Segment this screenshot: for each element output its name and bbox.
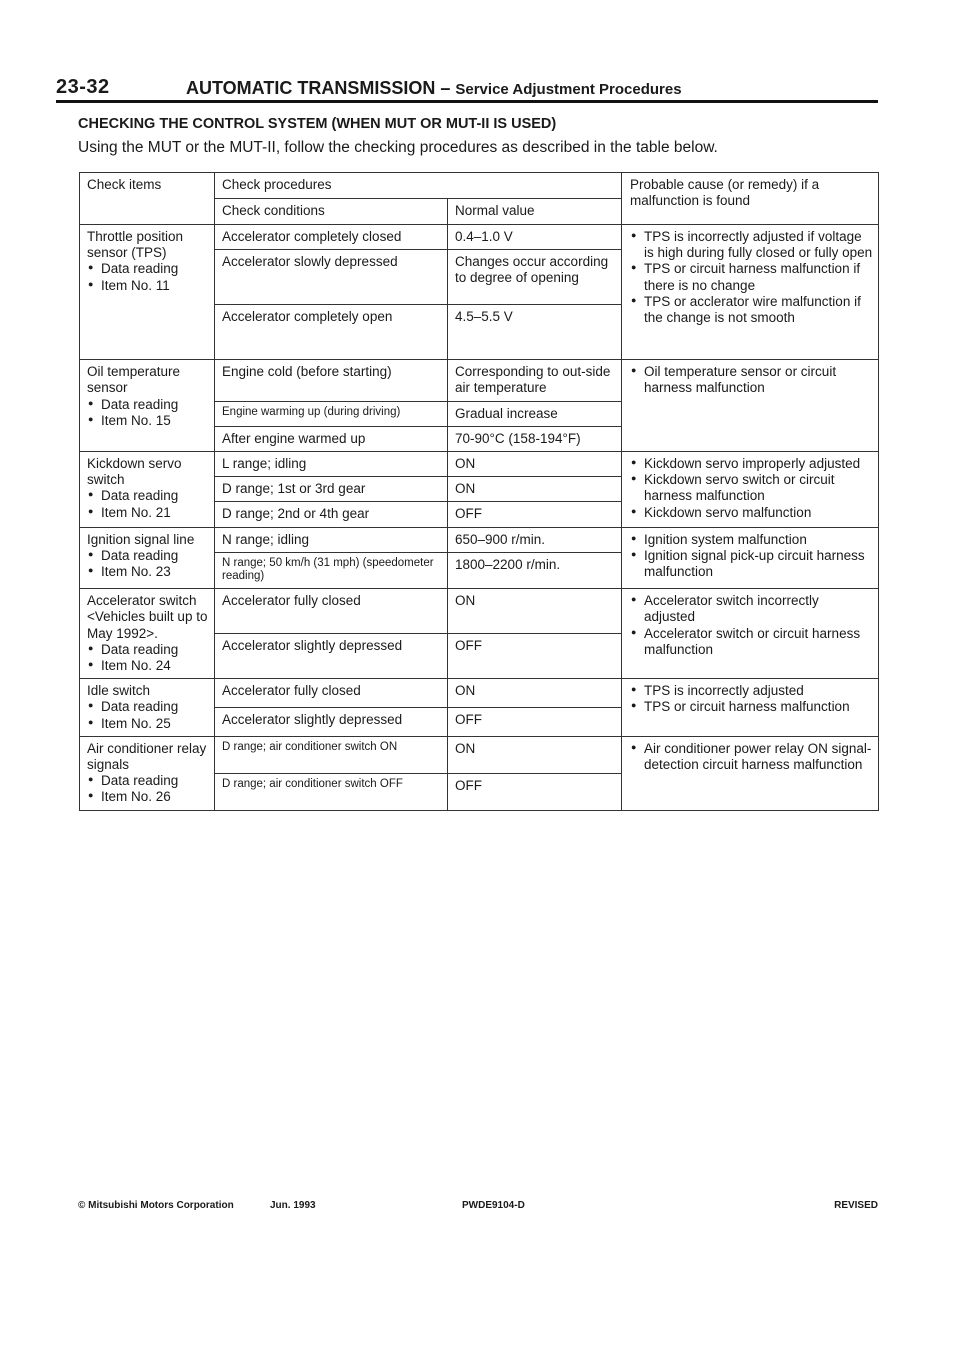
header-rule [56,100,878,103]
probable-cause-cell [622,679,879,737]
probable-cause-cell [622,527,879,589]
probable-cause-cell [622,360,879,452]
probable-cause-item: ● Kickdown servo switch or circuit harness malfunction [630,472,873,504]
check-item-name: Air conditioner relay signals [87,740,207,772]
check-condition: Accelerator completely open [215,305,448,360]
check-item-bullet: ● Item No. 21 [87,505,209,521]
check-table [79,172,879,811]
check-item-name: Throttle position sensor (TPS) [87,229,184,261]
check-condition: D range; air conditioner switch ON [215,736,448,773]
check-item-bullets [87,548,209,580]
probable-cause-cell [622,736,879,810]
probable-cause-item: ● TPS is incorrectly adjusted [630,683,873,699]
probable-cause-item: ● Ignition system malfunction [630,532,873,548]
check-item-bullet: ● Item No. 23 [87,564,209,580]
normal-value: 70-90°C (158-194°F) [448,426,622,451]
normal-value: OFF [448,634,622,679]
probable-cause-cell [622,451,879,527]
header-check-items: Check items [80,173,215,225]
check-condition: D range; 1st or 3rd gear [215,477,448,502]
header-normal-value: Normal value [448,199,622,225]
normal-value: Corresponding to out-side air temperature [448,360,622,401]
header-probable-cause: Probable cause (or remedy) if a malfunction is found [622,173,879,225]
check-item-cell [80,225,215,360]
check-item-name: Kickdown servo switch [87,455,182,488]
probable-cause-item: ● TPS or circuit harness malfunction [630,699,873,715]
probable-cause-list [630,229,873,326]
normal-value: 1800–2200 r/min. [448,552,622,589]
check-condition: N range; 50 km/h (31 mph) (speedometer reading) [215,552,448,589]
normal-value: OFF [448,502,622,527]
check-item-bullet: ● Data reading [87,642,209,658]
check-condition: N range; idling [215,527,448,552]
footer-date: Jun. 1993 [270,1200,316,1211]
probable-cause-item: ● Accelerator switch or circuit harness malfunction [630,626,873,658]
probable-cause-list [630,364,873,396]
table-row [80,527,879,552]
normal-value: OFF [448,773,622,810]
check-condition: Accelerator slowly depressed [215,250,448,305]
footer-copyright: © Mitsubishi Motors Corporation [78,1200,234,1211]
intro-text: Using the MUT or the MUT-II, follow the checking procedures as described in the table below. [78,139,718,156]
check-item-bullet: ● Data reading [87,548,209,564]
check-item-bullets [87,642,209,674]
check-item-name: Accelerator switch <Vehicles built up to May 1992>. [87,593,208,641]
check-item-bullet: ● Data reading [87,773,209,789]
header-check-procedures: Check procedures [215,173,622,199]
check-condition: After engine warmed up [215,426,448,451]
normal-value: ON [448,451,622,476]
check-item-bullet: ● Data reading [87,397,209,413]
page-header [56,76,878,102]
probable-cause-list [630,741,873,773]
probable-cause-list [630,593,873,658]
probable-cause-item: ● Oil temperature sensor or circuit harness malfunction [630,364,873,396]
subchapter-title: Service Adjustment Procedures [455,81,682,98]
check-condition: Accelerator slightly depressed [215,708,448,737]
check-item-bullets [87,699,209,731]
check-item-bullet: ● Data reading [87,488,209,504]
title-separator: – [440,78,451,98]
probable-cause-item: ● Accelerator switch incorrectly adjusted [630,593,873,625]
section-title: CHECKING THE CONTROL SYSTEM (WHEN MUT OR MUT-II IS USED) [78,116,557,132]
check-item-bullet: ● Item No. 15 [87,413,209,429]
header-row [80,173,879,199]
normal-value: 650–900 r/min. [448,527,622,552]
page-number: 23-32 [56,76,110,98]
probable-cause-cell [622,225,879,360]
check-item-bullets [87,488,209,520]
normal-value: 4.5–5.5 V [448,305,622,360]
check-item-bullet: ● Item No. 24 [87,658,209,674]
check-item-cell [80,736,215,810]
footer-document-code: PWDE9104-D [462,1200,525,1211]
header-check-conditions: Check conditions [215,199,448,225]
check-item-bullet: ● Item No. 26 [87,789,209,805]
probable-cause-item: ● Kickdown servo improperly adjusted [630,456,873,472]
normal-value: OFF [448,708,622,737]
probable-cause-list [630,456,873,521]
table-row [80,225,879,250]
table-row [80,360,879,401]
probable-cause-item: ● Ignition signal pick-up circuit harness malfunction [630,548,873,580]
probable-cause-list [630,683,873,715]
probable-cause-item: ● TPS or acclerator wire malfunction if the change is not smooth [630,294,873,326]
check-condition: L range; idling [215,451,448,476]
check-item-cell [80,589,215,679]
probable-cause-cell [622,589,879,679]
check-item-bullet: ● Item No. 25 [87,716,209,732]
check-condition: D range; air conditioner switch OFF [215,773,448,810]
check-item-cell [80,679,215,737]
probable-cause-list [630,532,873,581]
check-condition: D range; 2nd or 4th gear [215,502,448,527]
check-item-name: Idle switch [87,683,151,699]
probable-cause-item: ● TPS is incorrectly adjusted if voltage is high during fully closed or fully open [630,229,873,261]
table-row [80,451,879,476]
normal-value: Gradual increase [448,401,622,426]
normal-value: ON [448,736,622,773]
check-item-cell [80,451,215,527]
chapter-title [186,78,682,99]
check-condition: Accelerator slightly depressed [215,634,448,679]
check-item-bullets [87,397,209,429]
normal-value: Changes occur according to degree of opening [448,250,622,305]
check-item-bullet: ● Data reading [87,699,209,715]
check-condition: Engine cold (before starting) [215,360,448,401]
check-condition: Accelerator completely closed [215,225,448,250]
table-row [80,736,879,773]
check-condition: Accelerator fully closed [215,679,448,708]
chapter-name: AUTOMATIC TRANSMISSION [186,78,436,98]
normal-value: ON [448,679,622,708]
check-condition: Engine warming up (during driving) [215,401,448,426]
check-condition: Accelerator fully closed [215,589,448,634]
check-item-name: Oil temperature sensor [87,364,181,396]
probable-cause-item: ● Kickdown servo malfunction [630,505,873,521]
check-item-cell [80,527,215,589]
table-row [80,589,879,634]
normal-value: ON [448,589,622,634]
check-item-name: Ignition signal line [87,531,195,547]
normal-value: ON [448,477,622,502]
probable-cause-item: ● Air conditioner power relay ON signal-detection circuit harness malfunction [630,741,873,773]
probable-cause-item: ● TPS or circuit harness malfunction if there is no change [630,261,873,293]
footer-revision-status: REVISED [834,1200,878,1211]
check-item-bullet: ● Data reading [87,261,209,277]
table-row [80,679,879,708]
check-item-bullets [87,773,209,805]
check-item-cell [80,360,215,452]
normal-value: 0.4–1.0 V [448,225,622,250]
check-item-bullet: ● Item No. 11 [87,278,209,294]
check-item-bullets [87,261,209,293]
